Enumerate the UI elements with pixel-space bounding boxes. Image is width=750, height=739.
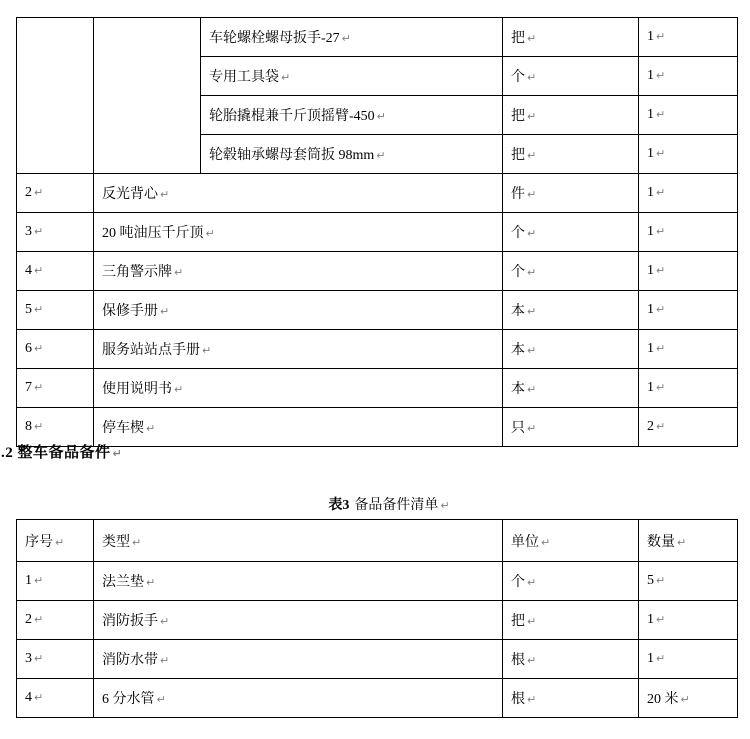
unit-cell (503, 408, 639, 447)
paragraph-mark: ↵ (656, 303, 666, 316)
paragraph-mark: ↵ (656, 420, 666, 433)
spare-parts-table-body (17, 562, 738, 718)
item-name-cell-text: 服务站站点手册 (102, 343, 200, 358)
paragraph-mark: ↵ (281, 71, 291, 84)
item-name-cell-text: 车轮螺栓螺母扳手-27 (209, 31, 340, 46)
spare-parts-table-row (17, 640, 738, 679)
paragraph-mark: ↵ (656, 652, 666, 665)
paragraph-mark: ↵ (34, 225, 44, 238)
paragraph-mark: ↵ (205, 227, 215, 240)
row-no-cell-text: 4 (25, 690, 32, 705)
paragraph-mark: ↵ (55, 535, 65, 549)
unit-cell (503, 679, 639, 718)
table-caption-label: 表3 (328, 498, 350, 513)
tools-table-row (17, 291, 738, 330)
unit-cell (503, 291, 639, 330)
item-name-cell-text: 20 吨油压千斤顶 (102, 226, 204, 241)
item-name-cell (94, 601, 503, 640)
paragraph-mark: ↵ (527, 110, 537, 123)
row-no-cell (17, 291, 94, 330)
unit-cell-text: 个 (511, 265, 525, 280)
row-no-cell-text: 6 (25, 341, 32, 356)
item-name-cell-text: 反光背心 (102, 187, 158, 202)
paragraph-mark: ↵ (160, 188, 170, 201)
item-name-cell-text: 专用工具袋 (209, 70, 279, 85)
spare-parts-table-row (17, 562, 738, 601)
tools-table-row (17, 252, 738, 291)
paragraph-mark: ↵ (376, 149, 386, 162)
header-type-text: 类型 (102, 534, 130, 550)
paragraph-mark: ↵ (376, 110, 386, 123)
item-name-cell (201, 57, 503, 96)
item-name-cell (201, 18, 503, 57)
paragraph-mark: ↵ (34, 264, 44, 277)
paragraph-mark: ↵ (34, 303, 44, 316)
unit-cell-text: 本 (511, 382, 525, 397)
qty-cell-text: 1 (647, 651, 654, 666)
unit-cell (503, 369, 639, 408)
paragraph-mark: ↵ (656, 147, 666, 160)
qty-cell (639, 135, 738, 174)
paragraph-mark: ↵ (160, 654, 170, 667)
paragraph-mark: ↵ (677, 535, 687, 549)
unit-cell-text: 把 (511, 148, 525, 163)
qty-cell (639, 252, 738, 291)
paragraph-mark: ↵ (34, 420, 44, 433)
section-heading (1, 441, 122, 462)
qty-cell (639, 408, 738, 447)
unit-cell-text: 根 (511, 653, 525, 668)
paragraph-mark: ↵ (160, 305, 170, 318)
qty-cell (639, 601, 738, 640)
item-name-cell (94, 640, 503, 679)
header-qty-text: 数量 (647, 534, 675, 550)
qty-cell-text: 1 (647, 341, 654, 356)
paragraph-mark: ↵ (34, 652, 44, 665)
empty-no-cell (17, 18, 94, 174)
row-no-cell (17, 369, 94, 408)
paragraph-mark: ↵ (341, 32, 351, 45)
row-no-cell (17, 679, 94, 718)
item-name-cell-text: 消防扳手 (102, 614, 158, 629)
item-name-cell (94, 252, 503, 291)
unit-cell (503, 135, 639, 174)
row-no-cell (17, 640, 94, 679)
paragraph-mark: ↵ (527, 188, 537, 201)
paragraph-mark: ↵ (527, 344, 537, 357)
tools-continuation-row (17, 18, 738, 57)
paragraph-mark: ↵ (527, 149, 537, 162)
tools-table-body (17, 18, 738, 447)
row-no-cell-text: 3 (25, 224, 32, 239)
tools-table-row (17, 408, 738, 447)
row-no-cell-text: 2 (25, 612, 32, 627)
qty-cell-text: 1 (647, 107, 654, 122)
unit-cell (503, 18, 639, 57)
paragraph-mark: ↵ (34, 381, 44, 394)
section-heading-text: .2 整车备品备件 (1, 445, 111, 461)
paragraph-mark: ↵ (527, 227, 537, 240)
empty-sub-cell (94, 18, 201, 174)
row-no-cell-text: 8 (25, 419, 32, 434)
paragraph-mark: ↵ (656, 186, 666, 199)
tools-table-row (17, 174, 738, 213)
table-caption-inner (328, 494, 449, 514)
paragraph-mark: ↵ (174, 383, 184, 396)
row-no-cell (17, 601, 94, 640)
paragraph-mark: ↵ (527, 693, 537, 706)
paragraph-mark: ↵ (527, 654, 537, 667)
item-name-cell-text: 保修手册 (102, 304, 158, 319)
row-no-cell-text: 3 (25, 651, 32, 666)
unit-cell (503, 330, 639, 369)
item-name-cell-text: 轮胎撬棍兼千斤顶摇臂-450 (209, 109, 375, 124)
item-name-cell (94, 562, 503, 601)
unit-cell (503, 57, 639, 96)
row-no-cell-text: 1 (25, 573, 32, 588)
paragraph-mark: ↵ (527, 71, 537, 84)
row-no-cell (17, 252, 94, 291)
unit-cell-text: 本 (511, 304, 525, 319)
tools-table-row (17, 330, 738, 369)
qty-cell-text: 1 (647, 185, 654, 200)
spare-parts-table-row (17, 679, 738, 718)
qty-cell-text: 1 (647, 146, 654, 161)
qty-cell (639, 640, 738, 679)
item-name-cell (94, 679, 503, 718)
item-name-cell (94, 330, 503, 369)
paragraph-mark: ↵ (541, 535, 551, 549)
item-name-cell (94, 213, 503, 252)
header-no-cell (17, 520, 94, 562)
paragraph-mark: ↵ (656, 69, 666, 82)
qty-cell-text: 1 (647, 612, 654, 627)
qty-cell (639, 213, 738, 252)
header-unit-text: 单位 (511, 534, 539, 550)
item-name-cell (94, 369, 503, 408)
paragraph-mark: ↵ (146, 576, 156, 589)
table-caption-title: 备品备件清单 (354, 498, 439, 513)
qty-cell (639, 369, 738, 408)
paragraph-mark: ↵ (656, 108, 666, 121)
paragraph-mark: ↵ (527, 576, 537, 589)
unit-cell-text: 把 (511, 614, 525, 629)
paragraph-mark: ↵ (440, 499, 450, 512)
item-name-cell (201, 96, 503, 135)
header-no-text: 序号 (25, 534, 53, 550)
qty-cell-text: 20 米 (647, 692, 679, 707)
paragraph-mark: ↵ (527, 32, 537, 45)
row-no-cell (17, 562, 94, 601)
unit-cell-text: 本 (511, 343, 525, 358)
unit-cell (503, 96, 639, 135)
qty-cell (639, 679, 738, 718)
unit-cell (503, 640, 639, 679)
qty-cell-text: 5 (647, 573, 654, 588)
paragraph-mark: ↵ (656, 30, 666, 43)
header-type-cell (94, 520, 503, 562)
item-name-cell (94, 291, 503, 330)
paragraph-mark: ↵ (527, 422, 537, 435)
item-name-cell-text: 三角警示牌 (102, 265, 172, 280)
item-name-cell (94, 174, 503, 213)
paragraph-mark: ↵ (656, 342, 666, 355)
unit-cell-text: 只 (511, 421, 525, 436)
paragraph-mark: ↵ (680, 693, 690, 706)
header-qty-cell (639, 520, 738, 562)
qty-cell (639, 174, 738, 213)
qty-cell (639, 291, 738, 330)
qty-cell-text: 1 (647, 302, 654, 317)
paragraph-mark: ↵ (156, 693, 166, 706)
unit-cell (503, 174, 639, 213)
unit-cell-text: 个 (511, 575, 525, 590)
spare-parts-header-row (17, 520, 738, 562)
row-no-cell (17, 174, 94, 213)
qty-cell-text: 1 (647, 224, 654, 239)
paragraph-mark: ↵ (527, 615, 537, 628)
unit-cell-text: 把 (511, 31, 525, 46)
item-name-cell-text: 6 分水管 (102, 692, 155, 707)
unit-cell-text: 根 (511, 692, 525, 707)
paragraph-mark: ↵ (656, 264, 666, 277)
header-unit-cell (503, 520, 639, 562)
unit-cell (503, 601, 639, 640)
paragraph-mark: ↵ (202, 344, 212, 357)
paragraph-mark: ↵ (34, 186, 44, 199)
paragraph-mark: ↵ (34, 691, 44, 704)
qty-cell (639, 562, 738, 601)
qty-cell-text: 1 (647, 29, 654, 44)
paragraph-mark: ↵ (527, 383, 537, 396)
row-no-cell-text: 5 (25, 302, 32, 317)
unit-cell-text: 个 (511, 70, 525, 85)
qty-cell (639, 330, 738, 369)
paragraph-mark: ↵ (656, 613, 666, 626)
unit-cell-text: 个 (511, 226, 525, 241)
item-name-cell-text: 消防水带 (102, 653, 158, 668)
tools-table (16, 17, 738, 447)
paragraph-mark: ↵ (34, 613, 44, 626)
paragraph-mark: ↵ (656, 225, 666, 238)
unit-cell (503, 562, 639, 601)
item-name-cell-text: 使用说明书 (102, 382, 172, 397)
paragraph-mark: ↵ (132, 535, 142, 549)
paragraph-mark: ↵ (34, 574, 44, 587)
tools-table-row (17, 369, 738, 408)
spare-parts-table-row (17, 601, 738, 640)
row-no-cell-text: 4 (25, 263, 32, 278)
unit-cell-text: 把 (511, 109, 525, 124)
unit-cell (503, 213, 639, 252)
item-name-cell-text: 停车楔 (102, 421, 144, 436)
paragraph-mark: ↵ (527, 305, 537, 318)
item-name-cell-text: 轮毂轴承螺母套筒扳 98mm (209, 148, 375, 163)
qty-cell-text: 1 (647, 68, 654, 83)
paragraph-mark: ↵ (656, 574, 666, 587)
spare-parts-table (16, 519, 738, 718)
tools-table-row (17, 213, 738, 252)
paragraph-mark: ↵ (160, 615, 170, 628)
qty-cell-text: 1 (647, 380, 654, 395)
unit-cell (503, 252, 639, 291)
row-no-cell-text: 7 (25, 380, 32, 395)
qty-cell (639, 57, 738, 96)
table-caption (0, 494, 750, 514)
paragraph-mark: ↵ (174, 266, 184, 279)
unit-cell-text: 件 (511, 187, 525, 202)
paragraph-mark: ↵ (527, 266, 537, 279)
paragraph-mark: ↵ (112, 447, 123, 460)
row-no-cell-text: 2 (25, 185, 32, 200)
qty-cell-text: 2 (647, 419, 654, 434)
paragraph-mark: ↵ (34, 342, 44, 355)
paragraph-mark: ↵ (656, 381, 666, 394)
qty-cell (639, 96, 738, 135)
row-no-cell (17, 213, 94, 252)
item-name-cell-text: 法兰垫 (102, 575, 144, 590)
item-name-cell (201, 135, 503, 174)
qty-cell-text: 1 (647, 263, 654, 278)
paragraph-mark: ↵ (146, 422, 156, 435)
qty-cell (639, 18, 738, 57)
row-no-cell (17, 330, 94, 369)
item-name-cell (94, 408, 503, 447)
